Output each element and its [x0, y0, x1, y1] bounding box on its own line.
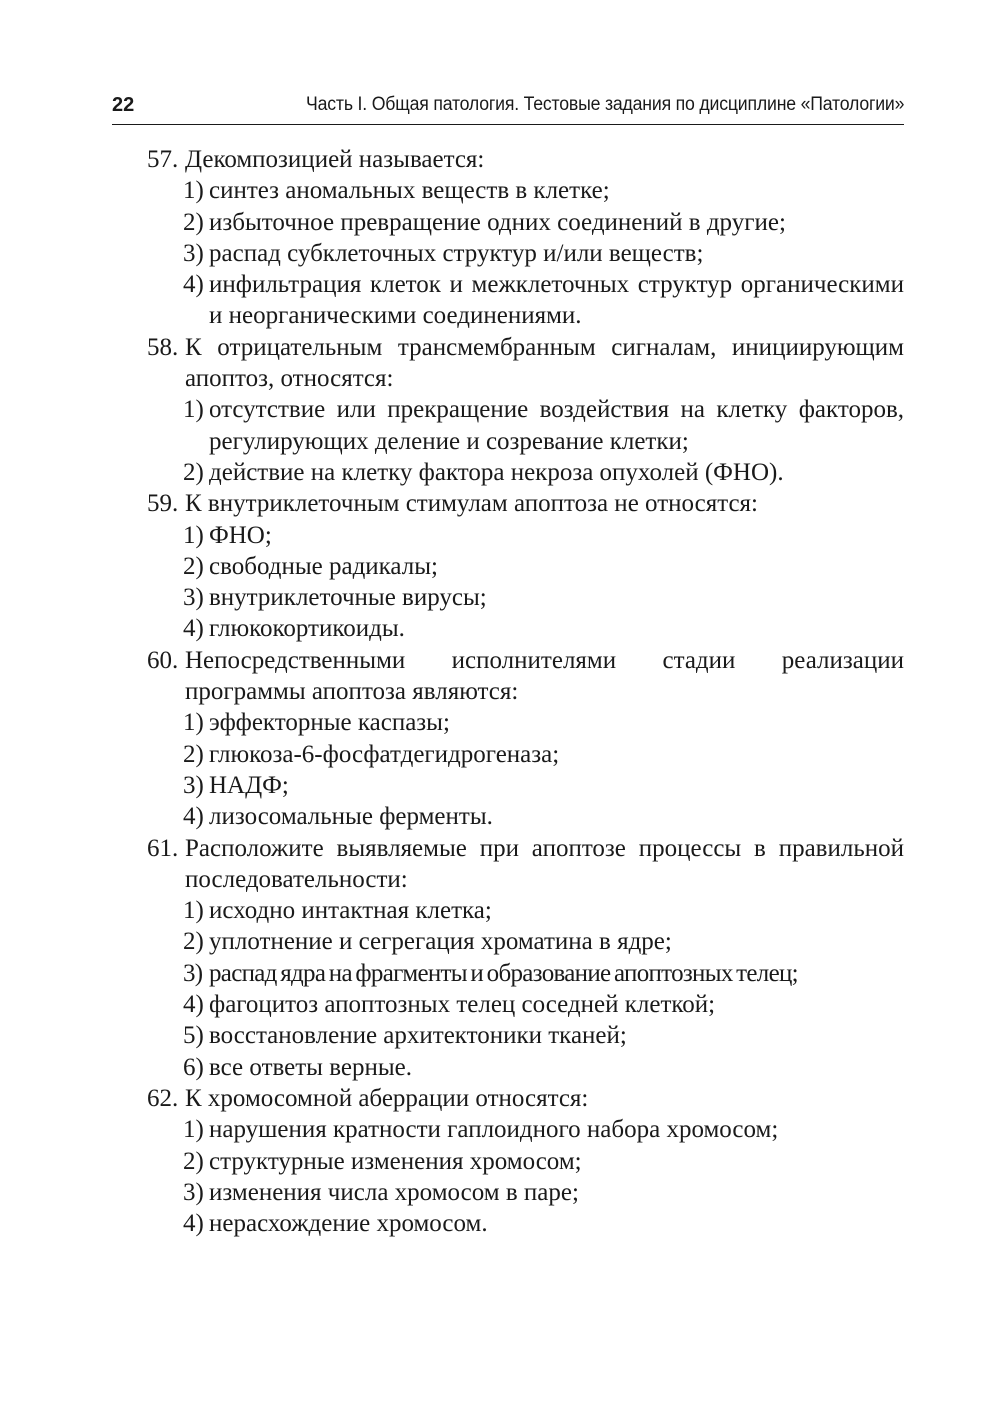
question-text: Непосредственными исполнителями стадии реализации программы апоптоза являются:	[185, 646, 904, 706]
answer-option	[147, 551, 904, 582]
question-stem	[147, 833, 904, 896]
answer-text: изменения числа хромосом в паре;	[209, 1178, 579, 1206]
answer-list	[147, 175, 904, 331]
answer-number: 4)	[183, 1210, 204, 1238]
answer-text: отсутствие или прекращение воздействия на клетку факторов, регулирующих деление и созревание клетки;	[209, 396, 904, 455]
answer-number: 2)	[183, 928, 204, 956]
question-number: 62.	[147, 1084, 179, 1112]
answer-text: восстановление архитектоники тканей;	[209, 1022, 627, 1050]
answer-number: 3)	[183, 1178, 204, 1206]
answer-text: нерасхождение хромосом.	[209, 1210, 488, 1238]
question-stem	[147, 144, 904, 175]
question-60	[147, 645, 904, 833]
answer-number: 2)	[183, 740, 204, 768]
answer-option	[147, 269, 904, 332]
answer-option	[147, 739, 904, 770]
answer-option	[147, 238, 904, 269]
answer-text: все ответы верные.	[209, 1053, 413, 1081]
question-stem	[147, 1083, 904, 1114]
answer-option	[147, 801, 904, 832]
question-59	[147, 488, 904, 644]
question-58	[147, 332, 904, 488]
answer-text: фагоцитоз апоптозных телец соседней клеткой;	[209, 991, 716, 1019]
page-number: 22	[112, 94, 135, 116]
answer-number: 4)	[183, 271, 204, 299]
answer-number: 1)	[183, 1116, 204, 1144]
answer-number: 4)	[183, 991, 204, 1019]
answer-text: распад субклеточных структур и/или веществ;	[209, 239, 704, 267]
answer-option	[147, 394, 904, 457]
answer-list	[147, 707, 904, 832]
answer-list	[147, 895, 904, 1083]
answer-option	[147, 707, 904, 738]
answer-option	[147, 1020, 904, 1051]
answer-text: структурные изменения хромосом;	[209, 1147, 582, 1175]
answer-option	[147, 207, 904, 238]
answer-text: инфильтрация клеток и межклеточных структур органическими и неорганическими соединениями.	[209, 271, 904, 330]
answer-number: 2)	[183, 552, 204, 580]
answer-text: глюкоза-6-фосфатдегидрогеназа;	[209, 740, 560, 768]
question-stem	[147, 488, 904, 519]
answer-option	[147, 1052, 904, 1083]
answer-number: 1)	[183, 709, 204, 737]
answer-number: 3)	[183, 239, 204, 267]
answer-number: 1)	[183, 177, 204, 205]
question-stem	[147, 645, 904, 708]
answer-number: 4)	[183, 803, 204, 831]
answer-text: НАДФ;	[209, 771, 289, 799]
answer-text: внутриклеточные вирусы;	[209, 584, 487, 612]
question-number: 61.	[147, 834, 179, 862]
answer-option	[147, 457, 904, 488]
answer-number: 3)	[183, 771, 204, 799]
answer-option	[147, 926, 904, 957]
answer-option	[147, 613, 904, 644]
answer-text: глюкокортикоиды.	[209, 615, 405, 643]
question-text: К внутриклеточным стимулам апоптоза не относятся:	[185, 490, 758, 518]
answer-option	[147, 1177, 904, 1208]
answer-number: 1)	[183, 521, 204, 549]
question-61	[147, 833, 904, 1083]
answer-number: 2)	[183, 1147, 204, 1175]
question-number: 58.	[147, 333, 179, 361]
answer-text: синтез аномальных веществ в клетке;	[209, 177, 610, 205]
answer-option	[147, 1114, 904, 1145]
answer-number: 1)	[183, 396, 204, 424]
answer-option	[147, 958, 904, 989]
answer-option	[147, 770, 904, 801]
answer-text: эффекторные каспазы;	[209, 709, 450, 737]
answer-number: 2)	[183, 458, 204, 486]
answer-text: распад ядра на фрагменты и образование апоптозных телец;	[209, 959, 798, 987]
question-list	[147, 144, 904, 1239]
answer-number: 5)	[183, 1022, 204, 1050]
answer-number: 6)	[183, 1053, 204, 1081]
answer-text: действие на клетку фактора некроза опухолей (ФНО).	[209, 458, 784, 486]
answer-list	[147, 520, 904, 645]
answer-number: 3)	[183, 959, 203, 987]
answer-option	[147, 1208, 904, 1239]
answer-text: ФНО;	[209, 521, 272, 549]
answer-number: 4)	[183, 615, 204, 643]
answer-list	[147, 394, 904, 488]
answer-text: свободные радикалы;	[209, 552, 438, 580]
answer-option	[147, 582, 904, 613]
answer-option	[147, 989, 904, 1020]
answer-number: 1)	[183, 897, 204, 925]
answer-text: уплотнение и сегрегация хроматина в ядре;	[209, 928, 672, 956]
answer-option	[147, 1146, 904, 1177]
question-stem	[147, 332, 904, 395]
answer-number: 2)	[183, 208, 204, 236]
answer-option	[147, 520, 904, 551]
question-number: 60.	[147, 646, 179, 674]
answer-number: 3)	[183, 584, 204, 612]
answer-text: нарушения кратности гаплоидного набора хромосом;	[209, 1116, 779, 1144]
question-number: 57.	[147, 146, 179, 173]
answer-option	[147, 895, 904, 926]
answer-option	[147, 175, 904, 206]
question-text: К отрицательным трансмембранным сигналам, инициирующим апоптоз, относятся:	[185, 333, 904, 393]
question-62	[147, 1083, 904, 1239]
answer-text: избыточное превращение одних соединений в другие;	[209, 208, 786, 236]
question-text: Декомпозицией называется:	[185, 146, 485, 173]
question-number: 59.	[147, 490, 179, 518]
page-header	[112, 88, 904, 125]
question-text: Расположите выявляемые при апоптозе процессы в правильной последовательности:	[185, 834, 904, 893]
running-title: Часть I. Общая патология. Тестовые задания по дисциплине «Патологии»	[305, 94, 904, 115]
answer-text: исходно интактная клетка;	[209, 897, 492, 925]
question-57	[147, 144, 904, 332]
answer-list	[147, 1114, 904, 1239]
answer-text: лизосомальные ферменты.	[209, 803, 493, 831]
question-text: К хромосомной аберрации относятся:	[185, 1084, 589, 1112]
